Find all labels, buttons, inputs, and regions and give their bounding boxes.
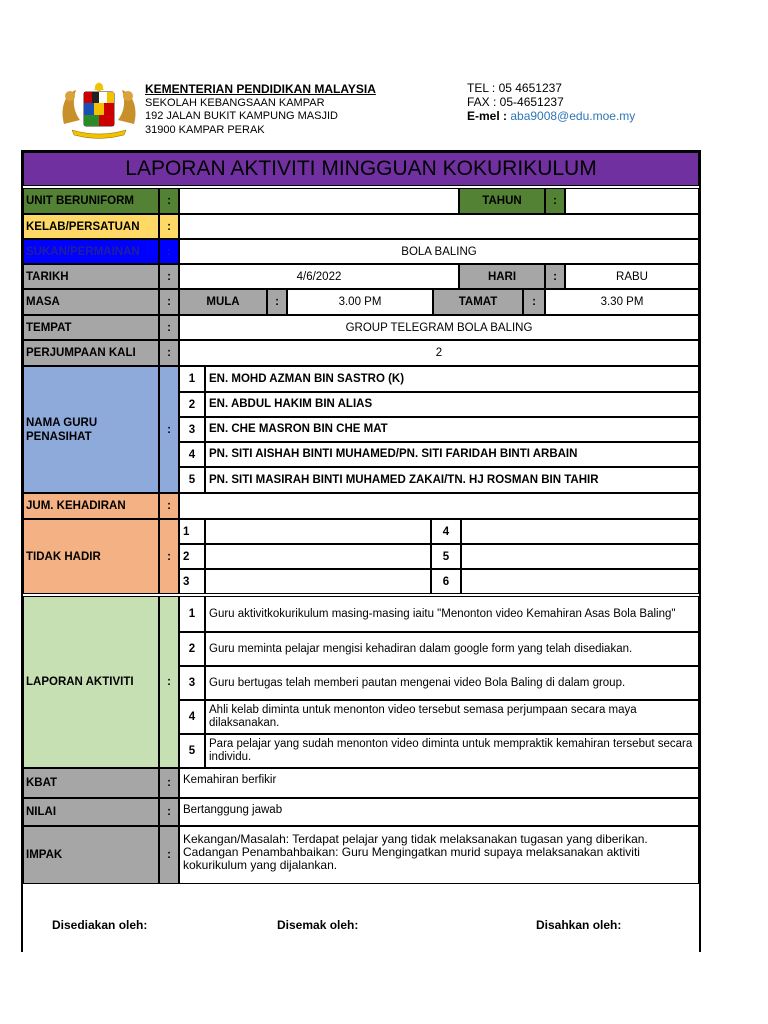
laporan-label: LAPORAN AKTIVITI: [23, 596, 159, 768]
approved-by-label: Disahkan oleh:: [536, 918, 622, 932]
jum-colon: :: [159, 493, 179, 519]
unit-label: UNIT BERUNIFORM: [23, 188, 159, 214]
telephone: TEL : 05 4651237: [467, 81, 562, 95]
fax: FAX : 05-4651237: [467, 95, 564, 109]
tidak-hadir-number: 3: [179, 569, 205, 594]
tarikh-colon: :: [159, 264, 179, 289]
sukan-value[interactable]: BOLA BALING: [179, 239, 699, 264]
hari-colon: :: [545, 264, 565, 289]
guru-name[interactable]: EN. ABDUL HAKIM BIN ALIAS: [205, 392, 699, 417]
school-address-2: 31900 KAMPAR PERAK: [145, 124, 265, 136]
laporan-number: 5: [179, 734, 205, 768]
hari-value[interactable]: RABU: [565, 264, 699, 289]
perjumpaan-label: PERJUMPAAN KALI: [23, 340, 159, 366]
laporan-number: 2: [179, 632, 205, 666]
laporan-text[interactable]: Guru bertugas telah memberi pautan mengenai video Bola Baling di dalam group.: [205, 666, 699, 700]
nilai-label: NILAI: [23, 798, 159, 826]
tamat-label: TAMAT: [433, 289, 523, 315]
tidak-hadir-number: 2: [179, 544, 205, 569]
guru-name[interactable]: EN. MOHD AZMAN BIN SASTRO (K): [205, 366, 699, 392]
kbat-label: KBAT: [23, 768, 159, 798]
jum-label: JUM. KEHADIRAN: [23, 493, 159, 519]
tidak-hadir-number: 5: [431, 544, 461, 569]
guru-number: 1: [179, 366, 205, 392]
tidak-hadir-number: 6: [431, 569, 461, 594]
laporan-text[interactable]: Para pelajar yang sudah menonton video diminta untuk mempraktik kemahiran tersebut secara individu.: [205, 734, 699, 768]
impak-label: IMPAK: [23, 826, 159, 884]
nilai-value[interactable]: Bertanggung jawab: [179, 798, 699, 826]
tarikh-label: TARIKH: [23, 264, 159, 289]
tidak-hadir-name[interactable]: [461, 519, 699, 544]
prepared-by-label: Disediakan oleh:: [52, 918, 148, 932]
laporan-number: 1: [179, 596, 205, 632]
tamat-colon: :: [523, 289, 545, 315]
impak-colon: :: [159, 826, 179, 884]
guru-number: 3: [179, 417, 205, 442]
sukan-colon: :: [159, 239, 179, 264]
mula-label: MULA: [179, 289, 267, 315]
guru-name[interactable]: PN. SITI AISHAH BINTI MUHAMED/PN. SITI FARIDAH BINTI ARBAIN: [205, 442, 699, 467]
tidak-hadir-number: 1: [179, 519, 205, 544]
laporan-text[interactable]: Guru meminta pelajar mengisi kehadiran dalam google form yang telah disediakan.: [205, 632, 699, 666]
perjumpaan-colon: :: [159, 340, 179, 366]
sukan-label: SUKAN/PERMAINAN: [23, 239, 159, 264]
guru-colon: :: [159, 366, 179, 493]
kelab-label: KELAB/PERSATUAN: [23, 214, 159, 239]
tidak-hadir-name[interactable]: [205, 519, 431, 544]
masa-colon: :: [159, 289, 179, 315]
jum-value[interactable]: [179, 493, 699, 519]
guru-number: 2: [179, 392, 205, 417]
laporan-text[interactable]: Guru aktivitkokurikulum masing-masing iaitu "Menonton video Kemahiran Asas Bola Baling": [205, 596, 699, 632]
perjumpaan-value[interactable]: 2: [179, 340, 699, 366]
kbat-value[interactable]: Kemahiran berfikir: [179, 768, 699, 798]
tidak-hadir-name[interactable]: [205, 544, 431, 569]
coat-of-arms-logo: [58, 80, 140, 140]
kelab-value[interactable]: [179, 214, 699, 239]
guru-name[interactable]: EN. CHE MASRON BIN CHE MAT: [205, 417, 699, 442]
unit-value[interactable]: [179, 188, 459, 214]
tamat-value[interactable]: 3.30 PM: [545, 289, 699, 315]
tempat-colon: :: [159, 315, 179, 340]
masa-label: MASA: [23, 289, 159, 315]
tempat-value[interactable]: GROUP TELEGRAM BOLA BALING: [179, 315, 699, 340]
tahun-label: TAHUN: [459, 188, 545, 214]
guru-number: 4: [179, 442, 205, 467]
ministry-name: KEMENTERIAN PENDIDIKAN MALAYSIA: [145, 82, 376, 96]
laporan-number: 3: [179, 666, 205, 700]
tahun-colon: :: [545, 188, 565, 214]
kbat-colon: :: [159, 768, 179, 798]
guru-name[interactable]: PN. SITI MASIRAH BINTI MUHAMED ZAKAI/TN. HJ ROSMAN BIN TAHIR: [205, 467, 699, 493]
email-label: E-mel :: [467, 109, 511, 123]
laporan-number: 4: [179, 700, 205, 734]
tidak-hadir-name[interactable]: [461, 569, 699, 594]
tahun-value[interactable]: [565, 188, 699, 214]
tidak-hadir-name[interactable]: [205, 569, 431, 594]
mula-value[interactable]: 3.00 PM: [287, 289, 433, 315]
unit-colon: :: [159, 188, 179, 214]
impak-value[interactable]: Kekangan/Masalah: Terdapat pelajar yang tidak melaksanakan tugasan yang diberikan. Cadangan Penambahbaikan: Guru Mengingatkan murid supaya melaksanakan aktiviti kokurikulum yang dijalankan.: [179, 826, 699, 884]
school-address-1: 192 JALAN BUKIT KAMPUNG MASJID: [145, 110, 338, 122]
mula-colon: :: [267, 289, 287, 315]
tidak-label: TIDAK HADIR: [23, 519, 159, 594]
school-name: SEKOLAH KEBANGSAAN KAMPAR: [145, 97, 325, 109]
laporan-text[interactable]: Ahli kelab diminta untuk menonton video tersebut semasa perjumpaan secara maya dilaksanakan.: [205, 700, 699, 734]
tidak-hadir-number: 4: [431, 519, 461, 544]
tarikh-value[interactable]: 4/6/2022: [179, 264, 459, 289]
hari-label: HARI: [459, 264, 545, 289]
guru-label: NAMA GURU PENASIHAT: [23, 366, 159, 493]
checked-by-label: Disemak oleh:: [277, 918, 359, 932]
nilai-colon: :: [159, 798, 179, 826]
tidak-colon: :: [159, 519, 179, 594]
kelab-colon: :: [159, 214, 179, 239]
email-line: [467, 109, 635, 123]
tempat-label: TEMPAT: [23, 315, 159, 340]
form-title: LAPORAN AKTIVITI MINGGUAN KOKURIKULUM: [23, 152, 699, 186]
tidak-hadir-name[interactable]: [461, 544, 699, 569]
email-link[interactable]: aba9008@edu.moe.my: [510, 109, 636, 123]
guru-number: 5: [179, 467, 205, 493]
laporan-colon: :: [159, 596, 179, 768]
